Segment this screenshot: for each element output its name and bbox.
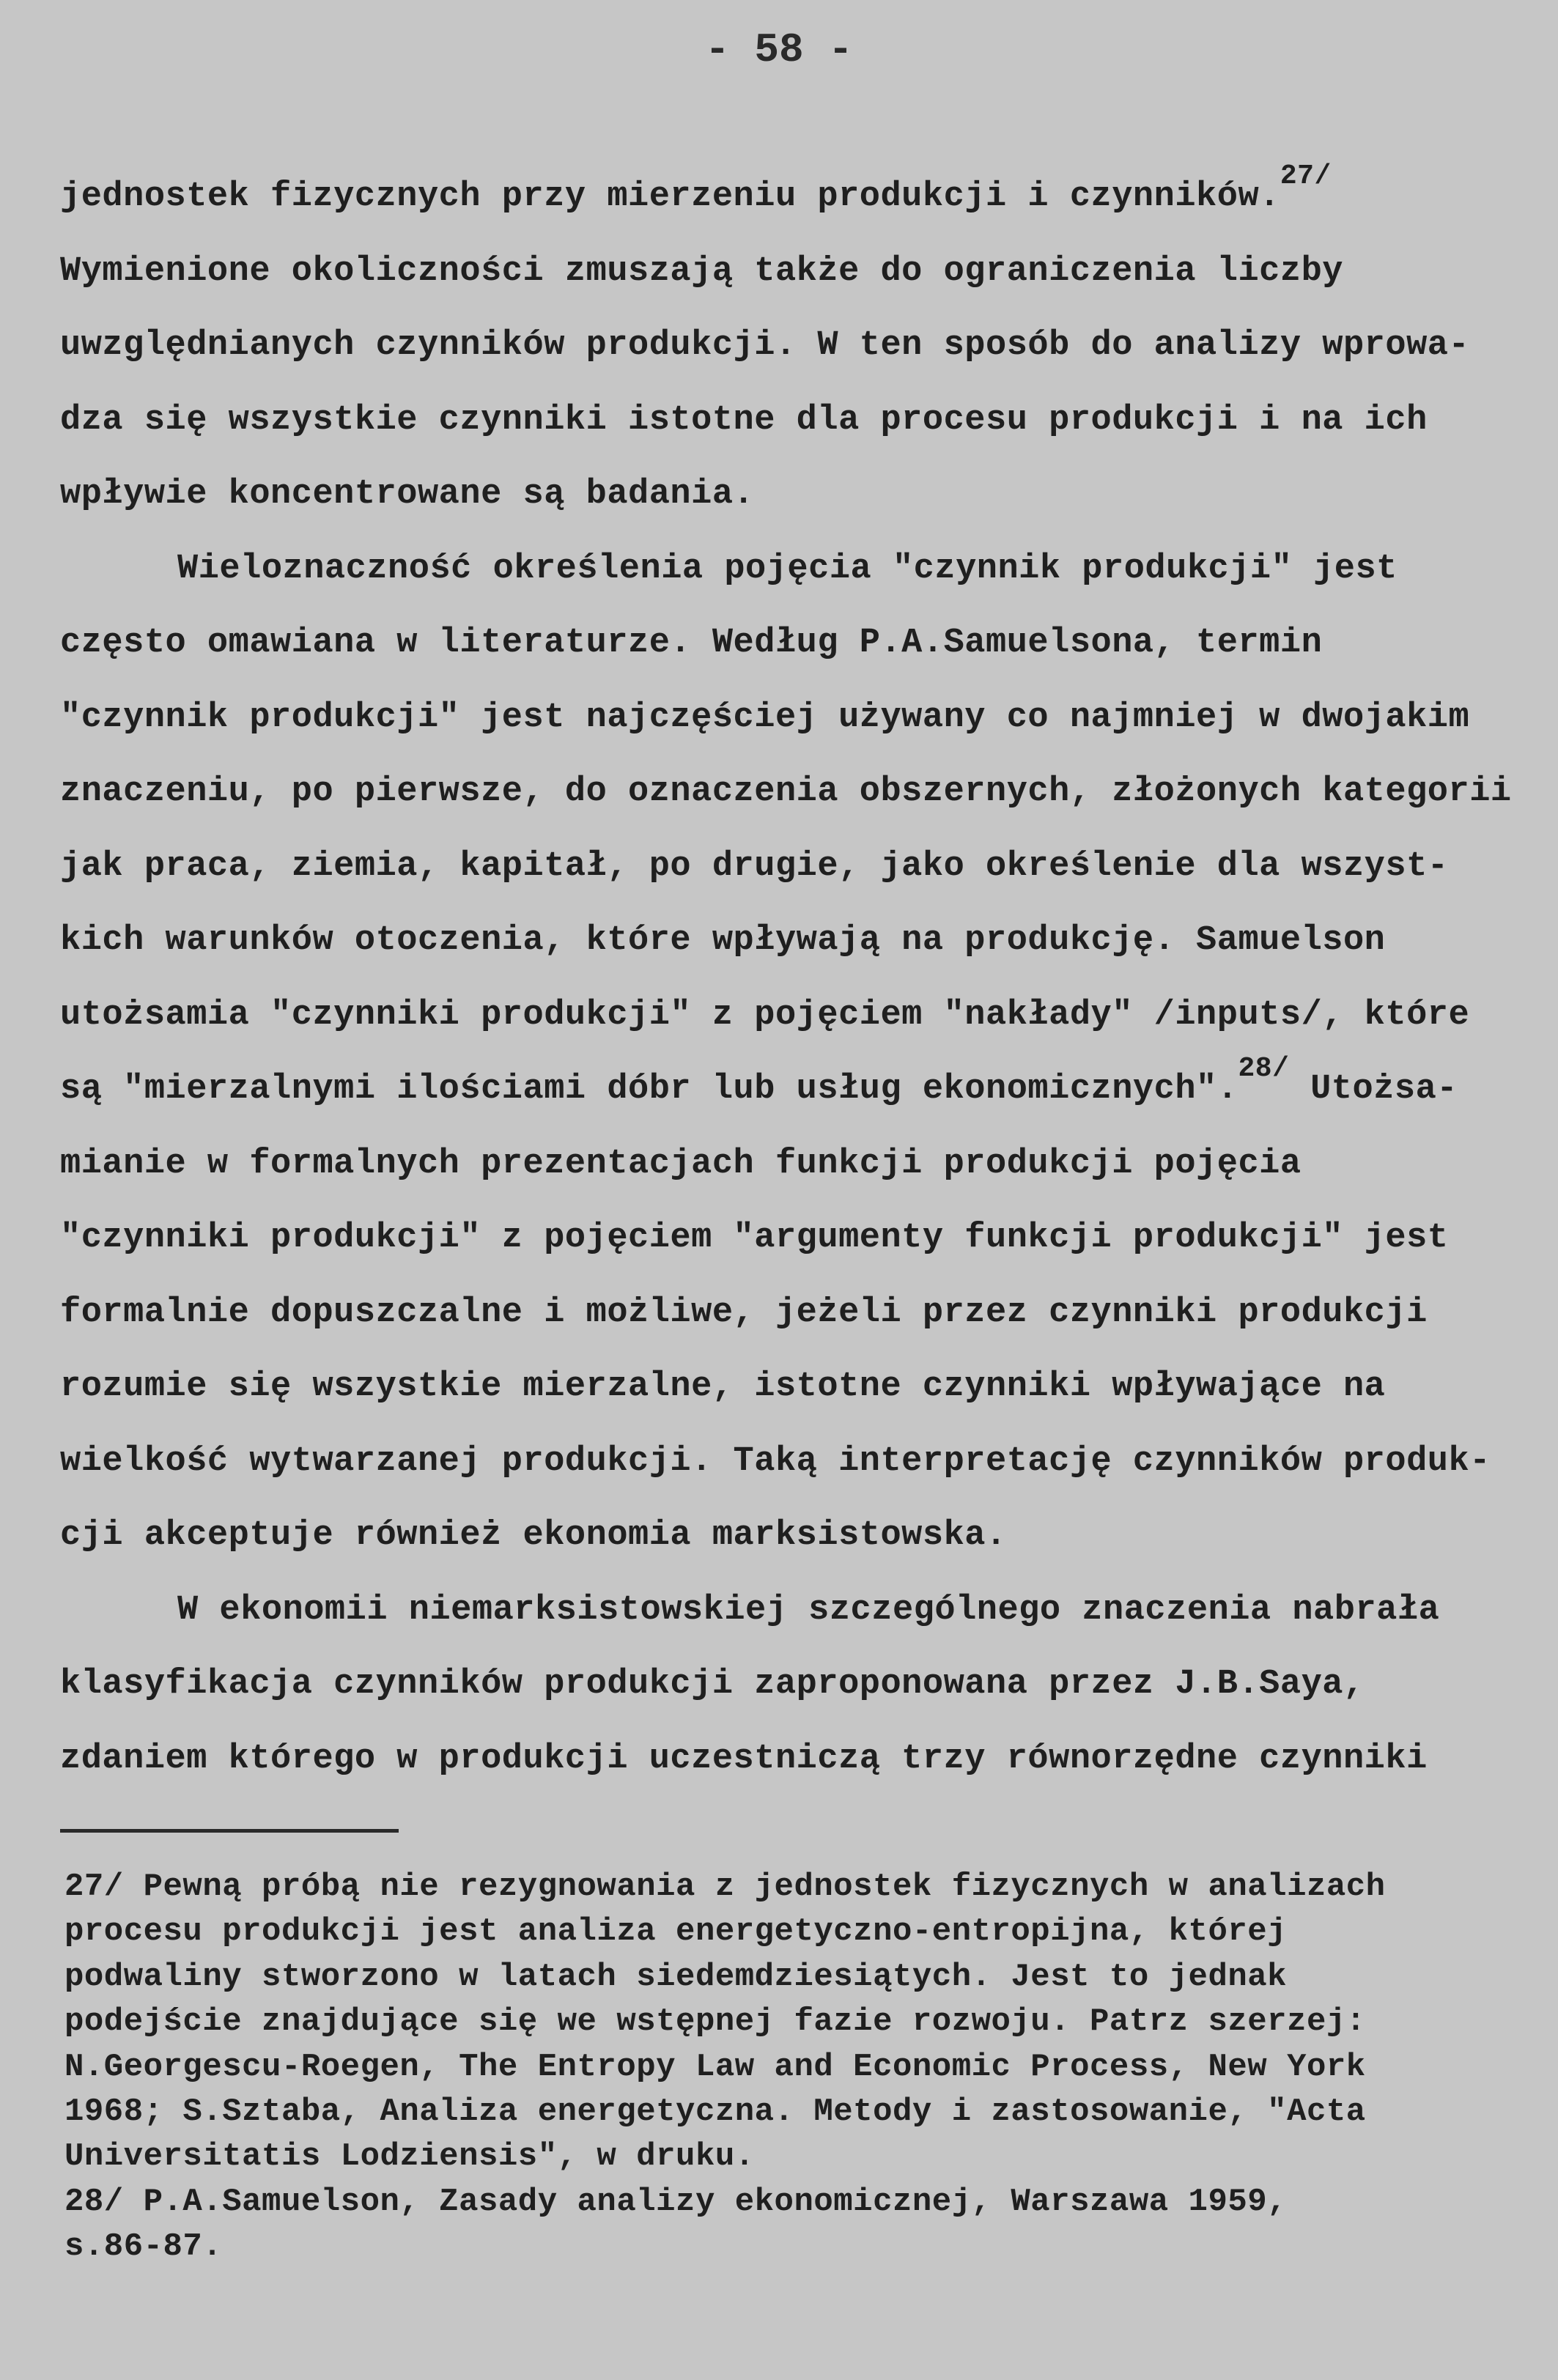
- text-line: cji akceptuje również ekonomia marksistowska.: [60, 1516, 1007, 1555]
- footnote-ref-27: 27/: [1280, 160, 1332, 192]
- text-line: często omawiana w literaturze. Według P.A.Samuelsona, termin: [60, 624, 1323, 662]
- text-line: są "mierzalnymi ilościami dóbr lub usług ekonomicznych".$^{28/}$ Utożsa-: [60, 1053, 1458, 1109]
- page-number: - 58 -: [705, 26, 853, 73]
- text-line: zdaniem którego w produkcji uczestniczą trzy równorzędne czynniki: [60, 1739, 1428, 1778]
- main-text: [60, 160, 1555, 1796]
- paragraph: [60, 1573, 1555, 1797]
- text-line: jak praca, ziemia, kapitał, po drugie, jako określenie dla wszyst-: [60, 846, 1449, 886]
- footnote-ref-28: 28/: [1238, 1053, 1290, 1084]
- footnote-line: 27/ Pewną próbą nie rezygnowania z jednostek fizycznych w analizach: [64, 1869, 1386, 1905]
- text-line: rozumie się wszystkie mierzalne, istotne czynniki wpływające na: [60, 1367, 1386, 1406]
- footnote-line: podejście znajdujące się we wstępnej fazie rozwoju. Patrz szerzej:: [64, 2003, 1366, 2041]
- text-line: formalnie dopuszczalne i możliwe, jeżeli przez czynniki produkcji: [60, 1293, 1428, 1332]
- text-line: kich warunków otoczenia, które wpływają na produkcję. Samuelson: [60, 921, 1386, 960]
- text-line: dza się wszystkie czynniki istotne dla procesu produkcji i na ich: [60, 400, 1428, 440]
- paragraph: [60, 532, 1555, 1573]
- text-line: W ekonomii niemarksistowskiej szczególnego znaczenia nabrała: [177, 1590, 1440, 1630]
- paragraph: [60, 160, 1555, 532]
- text-line: "czynnik produkcji" jest najczęściej używany co najmniej w dwojakim: [60, 698, 1470, 737]
- text-line: Wymienione okoliczności zmuszają także do ograniczenia liczby: [60, 251, 1343, 291]
- text-line: utożsamia "czynniki produkcji" z pojęciem "nakłady" /inputs/, które: [60, 995, 1470, 1035]
- text-line: mianie w formalnych prezentacjach funkcji produkcji pojęcia: [60, 1144, 1302, 1183]
- footnotes: [64, 1865, 1552, 2270]
- footnote-line: 28/ P.A.Samuelson, Zasady analizy ekonomicznej, Warszawa 1959,: [64, 2183, 1288, 2220]
- footnote-line: podwaliny stworzono w latach siedemdziesiątych. Jest to jednak: [64, 1958, 1288, 1995]
- footnote-line: s.86-87.: [64, 2228, 223, 2266]
- text-line: wielkość wytwarzanej produkcji. Taką interpretację czynników produk-: [60, 1441, 1491, 1481]
- text-line: jednostek fizycznych przy mierzeniu produkcji i czynników.$^{27/}$: [60, 160, 1332, 216]
- text-line: Wieloznaczność określenia pojęcia "czynnik produkcji" jest: [177, 549, 1398, 588]
- footnote-line: Universitatis Lodziensis", w druku.: [64, 2138, 755, 2176]
- footnote-line: N.Georgescu-Roegen, The Entropy Law and Economic Process, New York: [64, 2048, 1366, 2085]
- footnote-line: 1968; S.Sztaba, Analiza energetyczna. Metody i zastosowanie, "Acta: [64, 2093, 1366, 2130]
- text-line: "czynniki produkcji" z pojęciem "argumenty funkcji produkcji" jest: [60, 1219, 1449, 1257]
- footnote-divider: [60, 1829, 399, 1833]
- text-line: klasyfikacja czynników produkcji zaproponowana przez J.B.Saya,: [60, 1665, 1365, 1704]
- footnote-line: procesu produkcji jest analiza energetyczno-entropijna, której: [64, 1913, 1288, 1951]
- text-line: uwzględnianych czynników produkcji. W ten sposób do analizy wprowa-: [60, 326, 1470, 365]
- text-line: znaczeniu, po pierwsze, do oznaczenia obszernych, złożonych kategorii: [60, 772, 1512, 811]
- text-line: wpływie koncentrowane są badania.: [60, 475, 755, 514]
